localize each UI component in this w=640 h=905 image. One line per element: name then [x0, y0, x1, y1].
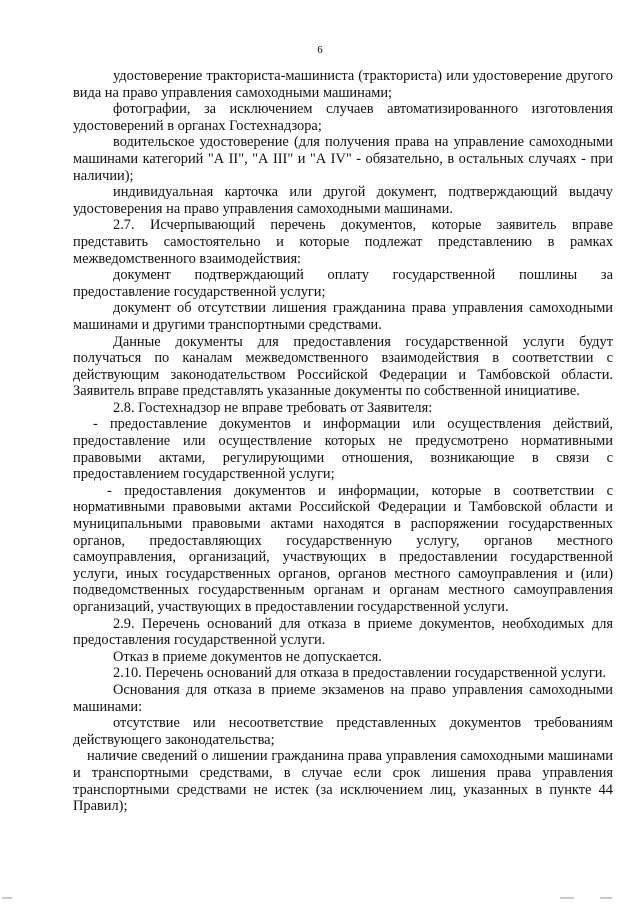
paragraph: - предоставления документов и информации, которые в соответствии с нормативными правовыми актами Российской Федерации и Тамбовской области и муниципальными правовыми актами находятся в распоряжении государственных органов, предоставляющих государственную услугу, органов местного самоуправления, организаций, участвующих в предоставлении государственной услуги, иных государственных органов, органов местного самоуправления и (или) подведомственных государственным органам и органам местного самоуправления организаций, участвующих в предоставлении государственной услуги.: [73, 482, 613, 615]
paragraph: 2.8. Гостехнадзор не вправе требовать от Заявителя:: [113, 399, 433, 416]
paragraph: Отказ в приеме документов не допускается.: [113, 648, 382, 665]
paragraph: водительское удостоверение (для получения права на управление самоходными машинами категорий "А II", "А III" и "А IV" - обязательно, в остальных случаях - при наличии);: [73, 134, 613, 184]
paragraph: 2.10. Перечень оснований для отказа в предоставлении государственной услуги.: [113, 665, 607, 682]
paragraph: Данные документы для предоставления государственной услуги будут получаться по каналам межведомственного взаимодействия в соответствии с действующим законодательством Российской Федерации и Тамбовской области. Заявитель вправе представлять указанные документы по собственной инициативе.: [73, 333, 613, 400]
paragraph: отсутствие или несоответствие представленных документов требованиям действующего законодательства;: [73, 715, 613, 748]
paragraph: наличие сведений о лишении гражданина права управления самоходными машинами и транспортными средствами, в случае если срок лишения права управления транспортными средствами не истек (за исключением лиц, указанных в пункте 44 Правил);: [73, 748, 613, 815]
paragraph: Основания для отказа в приеме экзаменов на право управления самоходными машинами:: [73, 681, 613, 715]
document-body: [73, 68, 613, 815]
paragraph: 2.9. Перечень оснований для отказа в приеме документов, необходимых для предоставления государственной услуги.: [73, 615, 613, 649]
scan-edge-marks: [0, 893, 640, 899]
paragraph: удостоверение тракториста-машиниста (тракториста) или удостоверение другого вида на право управления самоходными машинами;: [73, 68, 613, 101]
paragraph: документ подтверждающий оплату государственной пошлины за предоставление государственной услуги;: [73, 267, 613, 300]
paragraph: - предоставление документов и информации или осуществления действий, предоставление или осуществление которых не предусмотрено нормативными правовыми актами, регулирующими отношения, возникающие в связи с предоставлением государственной услуги;: [73, 416, 613, 483]
page-number: 6: [317, 44, 323, 56]
paragraph: фотографии, за исключением случаев автоматизированного изготовления удостоверений в органах Гостехнадзора;: [73, 101, 613, 134]
paragraph: индивидуальная карточка или другой документ, подтверждающий выдачу удостоверения на право управления самоходными машинами.: [73, 184, 613, 217]
paragraph: документ об отсутствии лишения гражданина права управления самоходными машинами и другими транспортными средствами.: [73, 300, 613, 333]
paragraph: 2.7. Исчерпывающий перечень документов, которые заявитель вправе представить самостоятельно и которые подлежат представлению в рамках межведомственного взаимодействия:: [73, 217, 613, 267]
